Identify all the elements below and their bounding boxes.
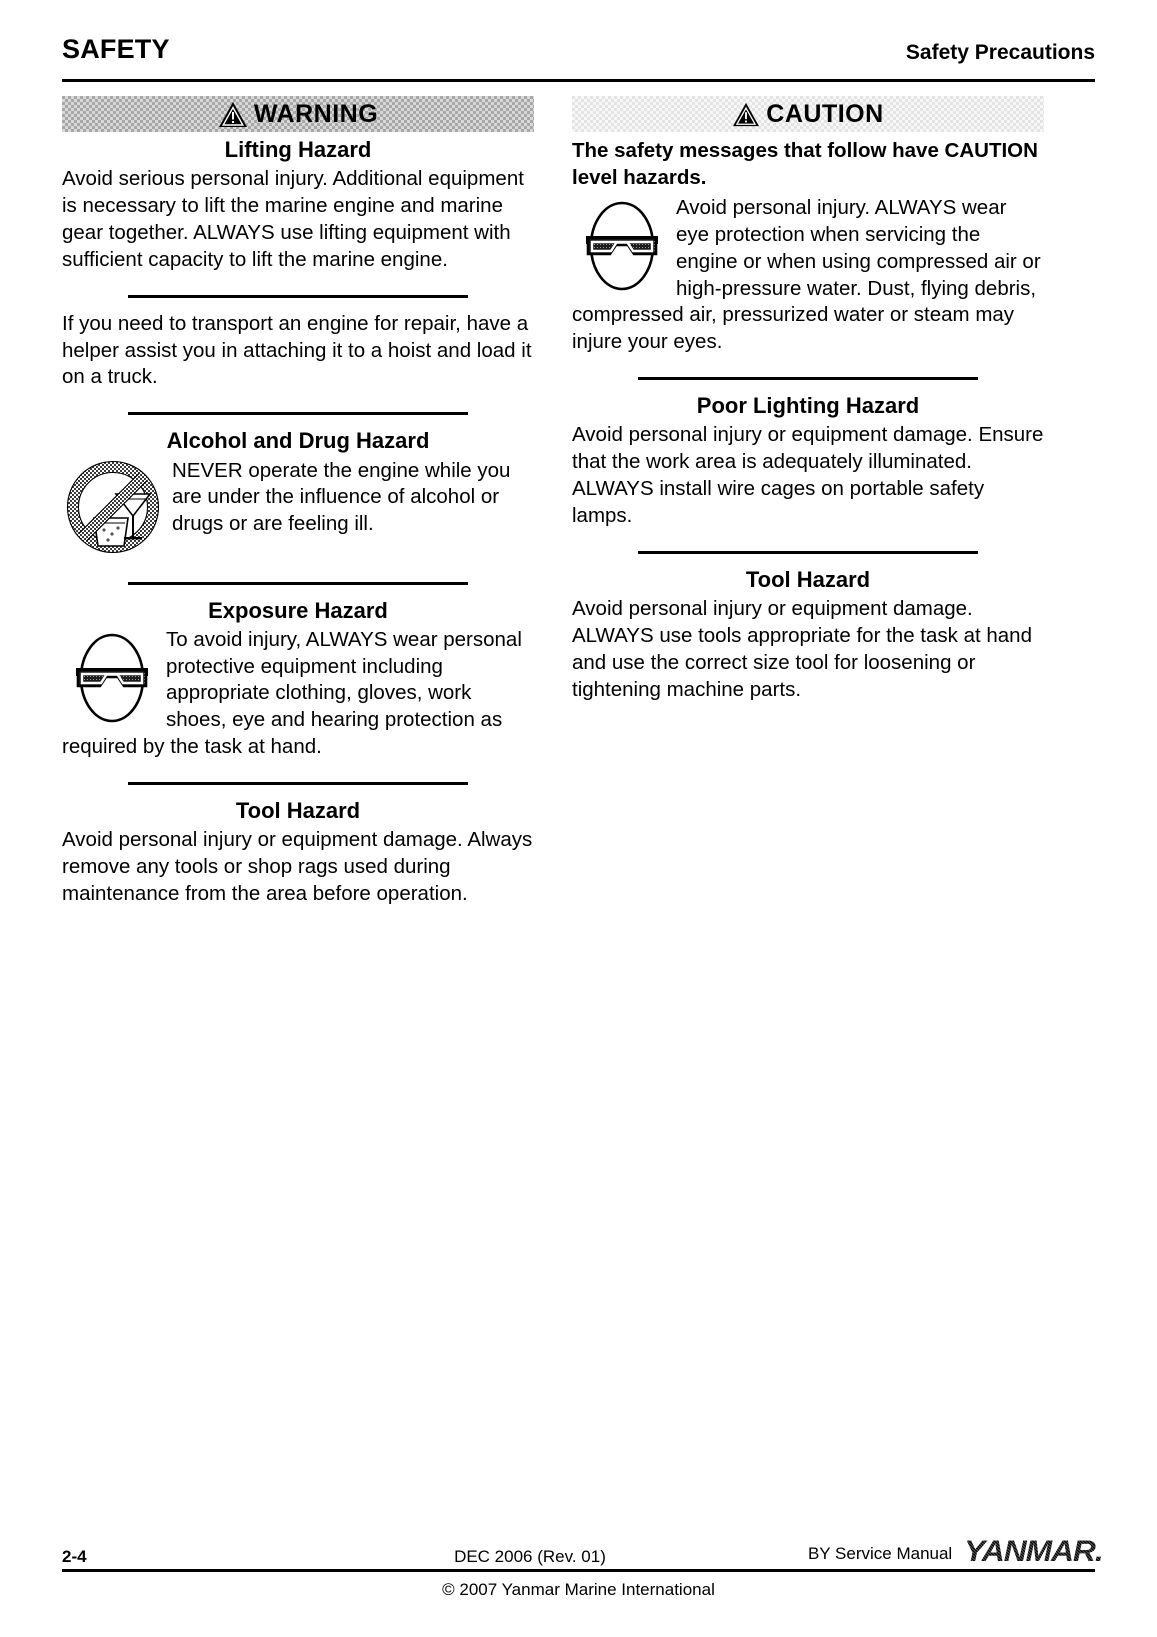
caution-banner [572, 96, 1044, 132]
yanmar-logo: YANMAR. [964, 1535, 1103, 1568]
warning-banner [62, 96, 534, 132]
safety-goggles-icon [72, 631, 152, 730]
hazard-title-poor-lighting: Poor Lighting Hazard [696, 393, 920, 419]
warning-triangle-icon [218, 101, 248, 128]
hazard-body-lifting: Avoid serious personal injury. Additional equipment is necessary to lift the marine engine and marine gear together. ALWAYS use lifting equipment with sufficient capacity to lift the marine engine. [62, 167, 524, 271]
hazard-body-exposure: To avoid injury, ALWAYS wear personal protective equipment including appropriate clothing, gloves, work shoes, eye and hearing protection as required by the task at hand. [62, 627, 522, 759]
page-header [62, 36, 1095, 63]
warning-triangle-icon [732, 102, 760, 127]
right-column [572, 96, 1044, 908]
hazard-title-lifting: Lifting Hazard [224, 137, 372, 162]
hazard-body-transport: If you need to transport an engine for repair, have a helper assist you in attaching it to a hoist and load it on a truck. [62, 311, 532, 389]
section-divider [128, 412, 468, 415]
section-divider [128, 582, 468, 585]
warning-banner-content [218, 101, 378, 128]
header-divider [62, 79, 1095, 82]
section-divider [638, 551, 978, 554]
section-divider [638, 377, 978, 380]
page-title: SAFETY [62, 34, 170, 64]
hazard-title-tool-right: Tool Hazard [745, 566, 871, 592]
content-columns [62, 96, 1095, 908]
hazard-title-alcohol-drug: Alcohol and Drug Hazard [166, 428, 430, 454]
hazard-body-tool-left: Avoid personal injury or equipment damage. Always remove any tools or shop rags used during maintenance from the area before operation. [62, 828, 533, 905]
page-footer [62, 1535, 1103, 1568]
section-divider [128, 782, 468, 785]
caution-intro-text: The safety messages that follow have CAUTION level hazards. [572, 139, 1038, 190]
hazard-block-exposure [62, 627, 534, 761]
hazard-body-tool-right: Avoid personal injury or equipment damage. ALWAYS use tools appropriate for the task at hand and use the correct size tool for loosening or tightening machine parts. [572, 597, 1032, 701]
hazard-block-alcohol-drug [62, 458, 534, 561]
section-title: Safety Precautions [905, 41, 1095, 64]
caution-banner-label: CAUTION [766, 99, 884, 128]
footer-divider [62, 1569, 1095, 1572]
footer-brand-group [807, 1535, 1103, 1568]
hazard-body-alcohol-drug: NEVER operate the engine while you are under the influence of alcohol or drugs or are feeling ill. [172, 458, 511, 536]
section-divider [128, 295, 468, 298]
hazard-block-eye-protection [572, 195, 1044, 356]
no-alcohol-icon [66, 460, 160, 559]
safety-goggles-icon [582, 199, 662, 298]
footer-manual-name: BY Service Manual [807, 1544, 953, 1563]
caution-banner-content [732, 99, 884, 128]
hazard-body-poor-lighting: Avoid personal injury or equipment damage. Ensure that the work area is adequately illuminated. ALWAYS install wire cages on portable safety lamps. [572, 423, 1044, 527]
left-column [62, 96, 534, 908]
warning-banner-label: WARNING [253, 99, 379, 128]
footer-page-number: 2-4 [62, 1547, 87, 1566]
hazard-body-eye-protection: Avoid personal injury. ALWAYS wear eye protection when servicing the engine or when using compressed air or high-pressure water. Dust, flying debris, compressed air, pressurized water or steam may injure your eyes. [572, 196, 1041, 354]
footer-copyright: © 2007 Yanmar Marine International [442, 1580, 715, 1599]
hazard-title-tool-left: Tool Hazard [235, 798, 361, 824]
hazard-title-exposure: Exposure Hazard [208, 597, 388, 623]
footer-revision: DEC 2006 (Rev. 01) [454, 1547, 606, 1566]
